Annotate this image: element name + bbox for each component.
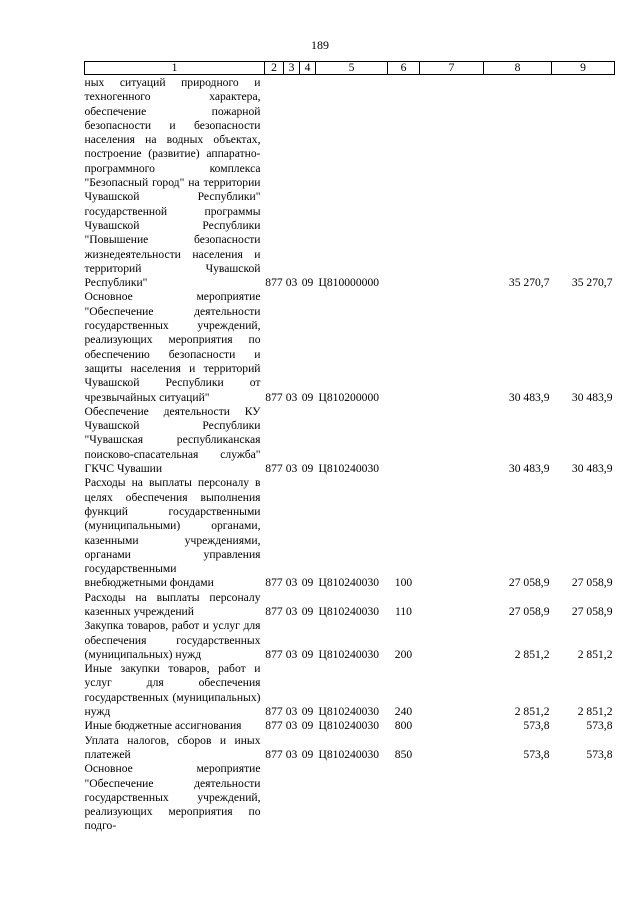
column-header: 1: [85, 62, 265, 75]
amount-2019: [484, 762, 552, 833]
page-number: 189: [311, 38, 329, 52]
col7-value: [420, 719, 484, 733]
amount-2019: 2 851,2: [514, 647, 550, 661]
row-description: Основное мероприятие "Обеспечение деятельности государственных учреждений, реализующих мероприятия по подго-: [84, 762, 261, 833]
budget-table: [84, 61, 615, 834]
row-description: Закупка товаров, работ и услуг для обеспечения государственных (муниципальных) нужд: [84, 619, 261, 661]
amount-2020: [552, 762, 615, 833]
column-header: 7: [420, 62, 484, 75]
table-row: [85, 405, 615, 476]
subsection-code: 09: [301, 576, 314, 590]
section-code: 03: [285, 576, 298, 590]
row-description: Иные бюджетные ассигнования: [84, 719, 242, 733]
amount-2020: 30 483,9: [571, 462, 613, 476]
section-code: 03: [285, 604, 298, 618]
target-article-code: Ц810240030: [318, 576, 380, 590]
table-body: [85, 75, 615, 834]
col7-value: [420, 476, 484, 590]
target-article-code: Ц810000000: [318, 276, 380, 290]
col7-value: [420, 734, 484, 763]
row-description: ных ситуаций природного и техногенного характера, обеспечение пожарной безопасности и безопасности населения на водных объектах, построение (развитие) аппаратно-программного комплекса "Безопасный город" на территории Чувашской Республики" государственной программы Чувашской Республики "Повышение безопасности жизнедеятельности населения и территорий Чувашской Республики": [84, 76, 261, 290]
amount-2020: 35 270,7: [571, 276, 613, 290]
subsection-code: 09: [301, 462, 314, 476]
section-code: [284, 762, 300, 833]
target-article-code: Ц810200000: [318, 390, 380, 404]
table-row: [85, 762, 615, 833]
expense-type-code: [388, 762, 420, 833]
col7-value: [420, 662, 484, 719]
ministry-code: 877: [265, 719, 283, 733]
col7-value: [420, 762, 484, 833]
row-description: Основное мероприятие "Обеспечение деятельности государственных учреждений, реализующих мероприятия по обеспечению безопасности и защиты населения и территорий Чувашской Республики от чрезвычайных ситуаций": [84, 290, 261, 404]
target-article-code: Ц810240030: [318, 747, 380, 761]
amount-2019: 27 058,9: [508, 576, 550, 590]
subsection-code: 09: [301, 604, 314, 618]
col7-value: [420, 619, 484, 662]
amount-2020: 573,8: [586, 719, 613, 733]
column-header-row: [85, 62, 615, 75]
ministry-code: [265, 762, 284, 833]
expense-type-code: 200: [394, 647, 413, 661]
table-row: [85, 591, 615, 620]
amount-2019: 573,8: [523, 719, 550, 733]
ministry-code: 877: [265, 604, 283, 618]
row-description: Расходы на выплаты персоналу казенных учреждений: [84, 590, 261, 618]
subsection-code: [300, 762, 316, 833]
row-description: Расходы на выплаты персоналу в целях обеспечения выполнения функций государственными (муниципальными) органами, казенными учреждениями, органами управления государственными внебюджетными фондами: [84, 476, 261, 590]
amount-2019: 2 851,2: [514, 705, 550, 719]
section-code: 03: [285, 390, 298, 404]
column-header: 5: [316, 62, 388, 75]
table-row: [85, 619, 615, 662]
table-row: [85, 719, 615, 733]
subsection-code: 09: [301, 747, 314, 761]
expense-type-code: [388, 405, 420, 476]
amount-2020: 27 058,9: [571, 604, 613, 618]
expense-type-code: 850: [394, 747, 413, 761]
section-code: 03: [285, 647, 298, 661]
subsection-code: 09: [301, 719, 314, 733]
table-row: [85, 734, 615, 763]
table-row: [85, 290, 615, 404]
subsection-code: 09: [301, 276, 314, 290]
table-row: [85, 75, 615, 291]
amount-2019: 573,8: [523, 747, 550, 761]
ministry-code: 877: [265, 747, 283, 761]
target-article-code: Ц810240030: [318, 604, 380, 618]
subsection-code: 09: [301, 647, 314, 661]
subsection-code: 09: [301, 705, 314, 719]
row-description: Иные закупки товаров, работ и услуг для обеспечения государственных (муниципальных) нужд: [84, 662, 261, 719]
section-code: 03: [285, 462, 298, 476]
section-code: 03: [285, 705, 298, 719]
amount-2019: 35 270,7: [508, 276, 550, 290]
expense-type-code: 100: [394, 576, 413, 590]
column-header: 6: [388, 62, 420, 75]
target-article-code: Ц810240030: [318, 705, 380, 719]
column-header: 3: [284, 62, 300, 75]
subsection-code: 09: [301, 390, 314, 404]
target-article-code: Ц810240030: [318, 647, 380, 661]
row-description: Уплата налогов, сборов и иных платежей: [84, 733, 261, 761]
section-code: 03: [285, 276, 298, 290]
section-code: 03: [285, 719, 298, 733]
amount-2020: 30 483,9: [571, 390, 613, 404]
expense-type-code: 240: [394, 705, 413, 719]
amount-2020: 2 851,2: [577, 647, 613, 661]
target-article-code: [316, 762, 388, 833]
amount-2019: 30 483,9: [508, 462, 550, 476]
ministry-code: 877: [265, 390, 283, 404]
amount-2019: 27 058,9: [508, 604, 550, 618]
ministry-code: 877: [265, 576, 283, 590]
expense-type-code: [388, 290, 420, 404]
amount-2020: 573,8: [586, 747, 613, 761]
section-code: 03: [285, 747, 298, 761]
column-header: 4: [300, 62, 316, 75]
column-header: 2: [265, 62, 284, 75]
amount-2020: 2 851,2: [577, 705, 613, 719]
amount-2019: 30 483,9: [508, 390, 550, 404]
expense-type-code: 800: [394, 719, 413, 733]
column-header: 8: [484, 62, 552, 75]
ministry-code: 877: [265, 276, 283, 290]
expense-type-code: 110: [395, 604, 412, 618]
col7-value: [420, 290, 484, 404]
ministry-code: 877: [265, 705, 283, 719]
expense-type-code: [388, 75, 420, 291]
amount-2020: 27 058,9: [571, 576, 613, 590]
table-row: [85, 662, 615, 719]
column-header: 9: [552, 62, 615, 75]
ministry-code: 877: [265, 462, 283, 476]
col7-value: [420, 405, 484, 476]
target-article-code: Ц810240030: [318, 719, 380, 733]
target-article-code: Ц810240030: [318, 462, 380, 476]
table-row: [85, 476, 615, 590]
col7-value: [420, 591, 484, 620]
row-description: Обеспечение деятельности КУ Чувашской Республики "Чувашская республиканская поисково-спасательная служба" ГКЧС Чувашии: [84, 404, 261, 476]
col7-value: [420, 75, 484, 291]
ministry-code: 877: [265, 647, 283, 661]
